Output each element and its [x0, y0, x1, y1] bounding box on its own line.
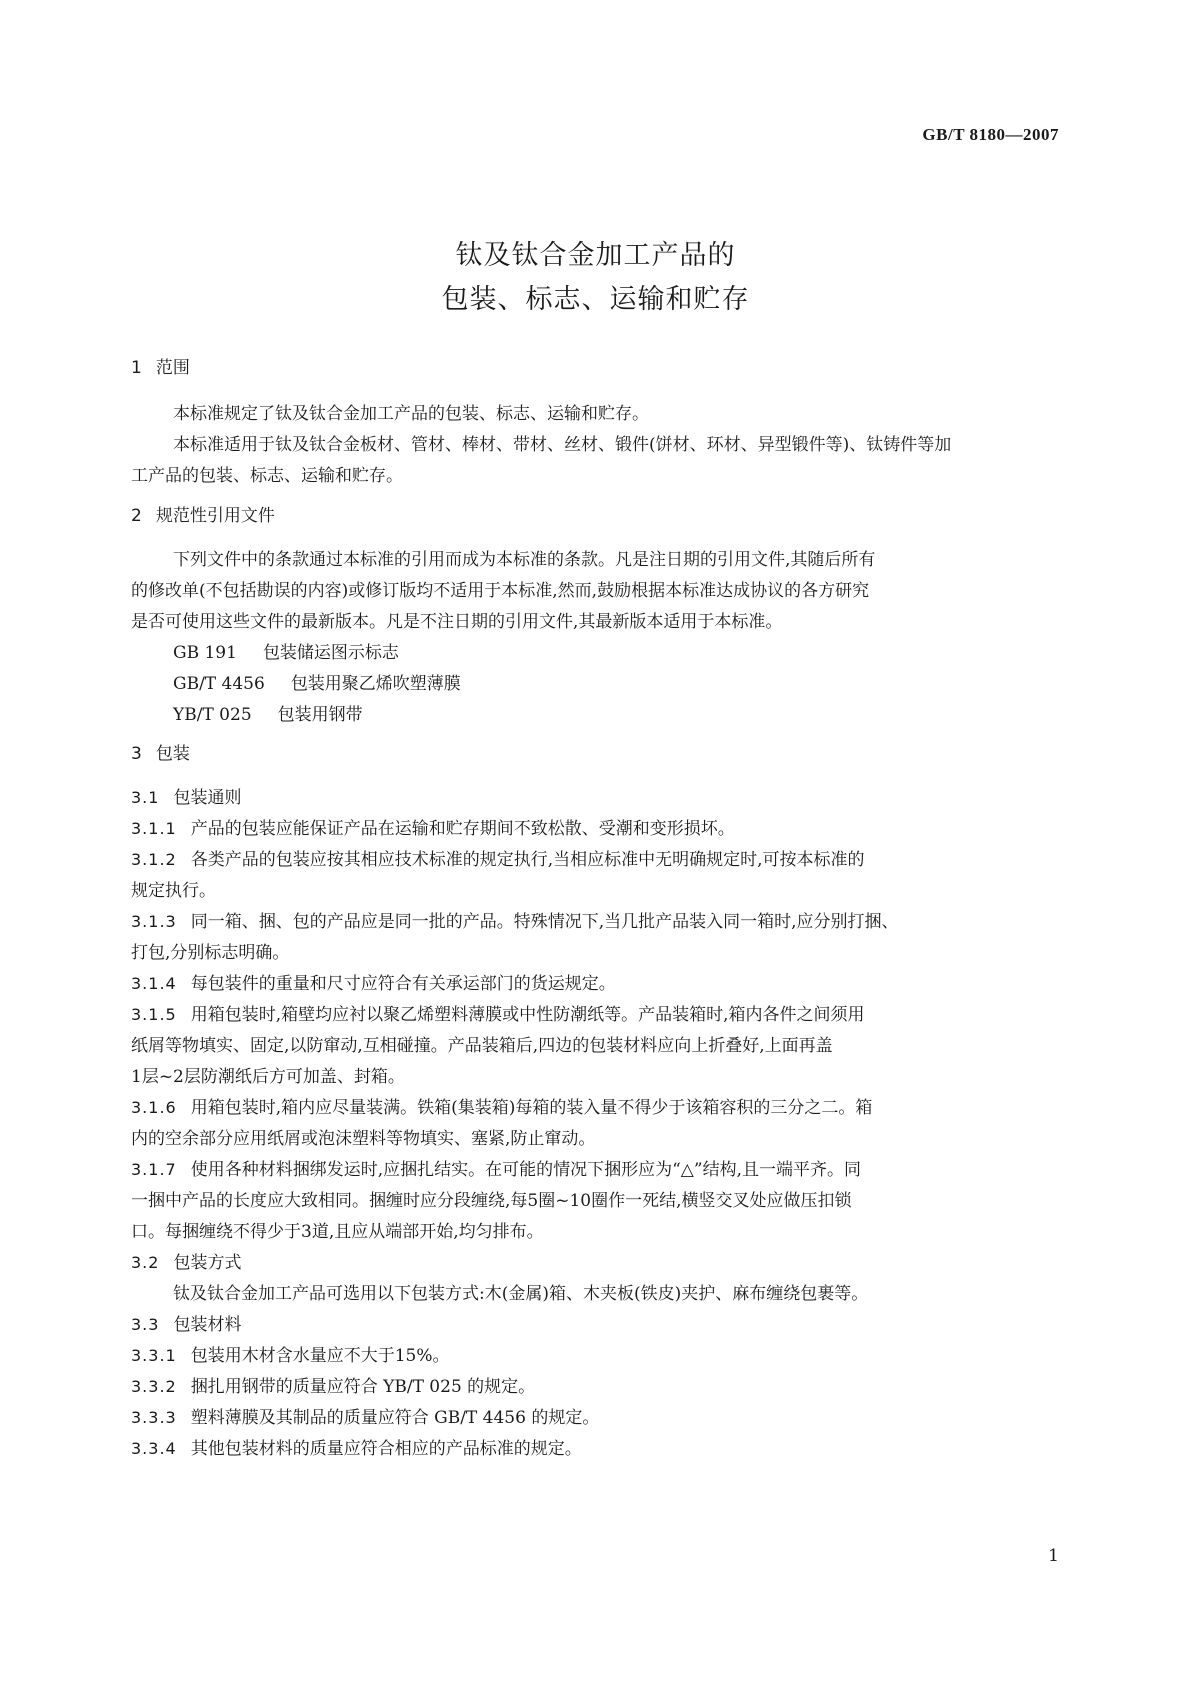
section-number: 2	[131, 506, 142, 526]
clause-number: 3.1.1	[131, 819, 177, 838]
page-number: 1	[1048, 1546, 1059, 1566]
section-3-heading	[131, 739, 190, 764]
clause-number: 3.3.2	[131, 1377, 177, 1396]
clause-continuation: 打包,分别标志明确。	[131, 943, 290, 963]
clause	[131, 1093, 872, 1118]
section-1-heading	[131, 353, 190, 378]
doc-title-line2: 包装、标志、运输和贮存	[441, 284, 750, 315]
section-number: 3	[131, 744, 142, 764]
paragraph: 的修改单(不包括勘误的内容)或修订版均不适用于本标准,然而,鼓励根据本标准达成协议的各方研究	[131, 581, 870, 601]
subsection-title: 包装方式	[173, 1253, 242, 1273]
subsection-heading	[131, 1248, 241, 1273]
clause-continuation: 规定执行。	[131, 881, 216, 901]
reference-item	[173, 669, 461, 694]
standard-code: GB/T 8180—2007	[922, 125, 1059, 144]
clause-number: 3.3.1	[131, 1346, 177, 1365]
reference-code: GB/T 4456	[173, 674, 265, 694]
reference-code: GB 191	[173, 643, 237, 663]
clause	[131, 814, 735, 839]
clause-text: 用箱包装时,箱内应尽量装满。铁箱(集装箱)每箱的装入量不得少于该箱容积的三分之二。箱	[190, 1098, 873, 1118]
clause-number: 3.1.7	[131, 1160, 177, 1179]
doc-title-line1: 钛及钛合金加工产品的	[455, 240, 736, 271]
section-number: 1	[131, 358, 142, 378]
paragraph: 本标准适用于钛及钛合金板材、管材、棒材、带材、丝材、锻件(饼材、环材、异型锻件等)、钛铸件等加	[173, 435, 952, 455]
clause-continuation: 1层~2层防潮纸后方可加盖、封箱。	[131, 1067, 405, 1087]
reference-item	[173, 638, 399, 663]
clause-text: 捆扎用钢带的质量应符合 YB/T 025 的规定。	[190, 1377, 536, 1397]
clause-text: 产品的包装应能保证产品在运输和贮存期间不致松散、受潮和变形损坏。	[190, 819, 735, 839]
subsection-heading	[131, 783, 241, 808]
clause	[131, 907, 899, 932]
clause-text: 塑料薄膜及其制品的质量应符合 GB/T 4456 的规定。	[190, 1408, 600, 1428]
clause-number: 3.1.6	[131, 1098, 177, 1117]
subsection-title: 包装材料	[173, 1315, 242, 1335]
clause-text: 包装用木材含水量应不大于15%。	[190, 1346, 450, 1366]
clause-continuation: 口。每捆缠绕不得少于3道,且应从端部开始,均匀排布。	[131, 1222, 544, 1242]
reference-code: YB/T 025	[173, 705, 252, 725]
clause-continuation: 纸屑等物填实、固定,以防窜动,互相碰撞。产品装箱后,四边的包装材料应向上折叠好,上面再盖	[131, 1036, 833, 1056]
clause	[131, 1434, 582, 1459]
paragraph: 本标准规定了钛及钛合金加工产品的包装、标志、运输和贮存。	[173, 404, 649, 424]
reference-name: 包装储运图示标志	[262, 643, 399, 663]
section-2-heading	[131, 501, 275, 526]
clause-continuation: 一捆中产品的长度应大致相同。捆缠时应分段缠绕,每5圈~10圈作一死结,横竖交叉处应做压扣锁	[131, 1191, 852, 1211]
clause	[131, 1372, 535, 1397]
reference-item	[173, 700, 363, 725]
reference-name: 包装用钢带	[277, 705, 363, 725]
clause-number: 3.2	[131, 1253, 160, 1272]
clause-text: 每包装件的重量和尺寸应符合有关承运部门的货运规定。	[190, 974, 616, 994]
clause	[131, 845, 865, 870]
section-title: 包装	[155, 744, 190, 764]
clause-number: 3.1.5	[131, 1005, 177, 1024]
clause	[131, 1341, 450, 1366]
clause-number: 3.3.4	[131, 1439, 177, 1458]
clause-text: 使用各种材料捆绑发运时,应捆扎结实。在可能的情况下捆形应为“△”结构,且一端平齐。同	[190, 1160, 861, 1180]
paragraph: 是否可使用这些文件的最新版本。凡是不注日期的引用文件,其最新版本适用于本标准。	[131, 612, 783, 632]
subsection-heading	[131, 1310, 241, 1335]
clause-text: 其他包装材料的质量应符合相应的产品标准的规定。	[190, 1439, 582, 1459]
clause-text: 用箱包装时,箱壁均应衬以聚乙烯塑料薄膜或中性防潮纸等。产品装箱时,箱内各件之间须用	[190, 1005, 865, 1025]
reference-name: 包装用聚乙烯吹塑薄膜	[290, 674, 461, 694]
clause-number: 3.3	[131, 1315, 160, 1334]
clause-number: 3.3.3	[131, 1408, 177, 1427]
clause-text: 同一箱、捆、包的产品应是同一批的产品。特殊情况下,当几批产品装入同一箱时,应分别打捆、	[190, 912, 899, 932]
subsection-title: 包装通则	[173, 788, 242, 808]
clause-number: 3.1.3	[131, 912, 177, 931]
section-title: 范围	[155, 358, 190, 378]
clause-number: 3.1.4	[131, 974, 177, 993]
section-title: 规范性引用文件	[155, 506, 275, 526]
clause	[131, 969, 616, 994]
clause-number: 3.1	[131, 788, 160, 807]
clause	[131, 1403, 599, 1428]
paragraph: 下列文件中的条款通过本标准的引用而成为本标准的条款。凡是注日期的引用文件,其随后所有	[173, 550, 876, 570]
clause-text: 各类产品的包装应按其相应技术标准的规定执行,当相应标准中无明确规定时,可按本标准的	[190, 850, 865, 870]
paragraph: 工产品的包装、标志、运输和贮存。	[131, 466, 403, 486]
clause	[131, 1000, 865, 1025]
paragraph: 钛及钛合金加工产品可选用以下包装方式:木(金属)箱、木夹板(铁皮)夹护、麻布缠绕包裹等。	[173, 1284, 869, 1304]
clause	[131, 1155, 861, 1180]
clause-number: 3.1.2	[131, 850, 177, 869]
clause-continuation: 内的空余部分应用纸屑或泡沫塑料等物填实、塞紧,防止窜动。	[131, 1129, 596, 1149]
